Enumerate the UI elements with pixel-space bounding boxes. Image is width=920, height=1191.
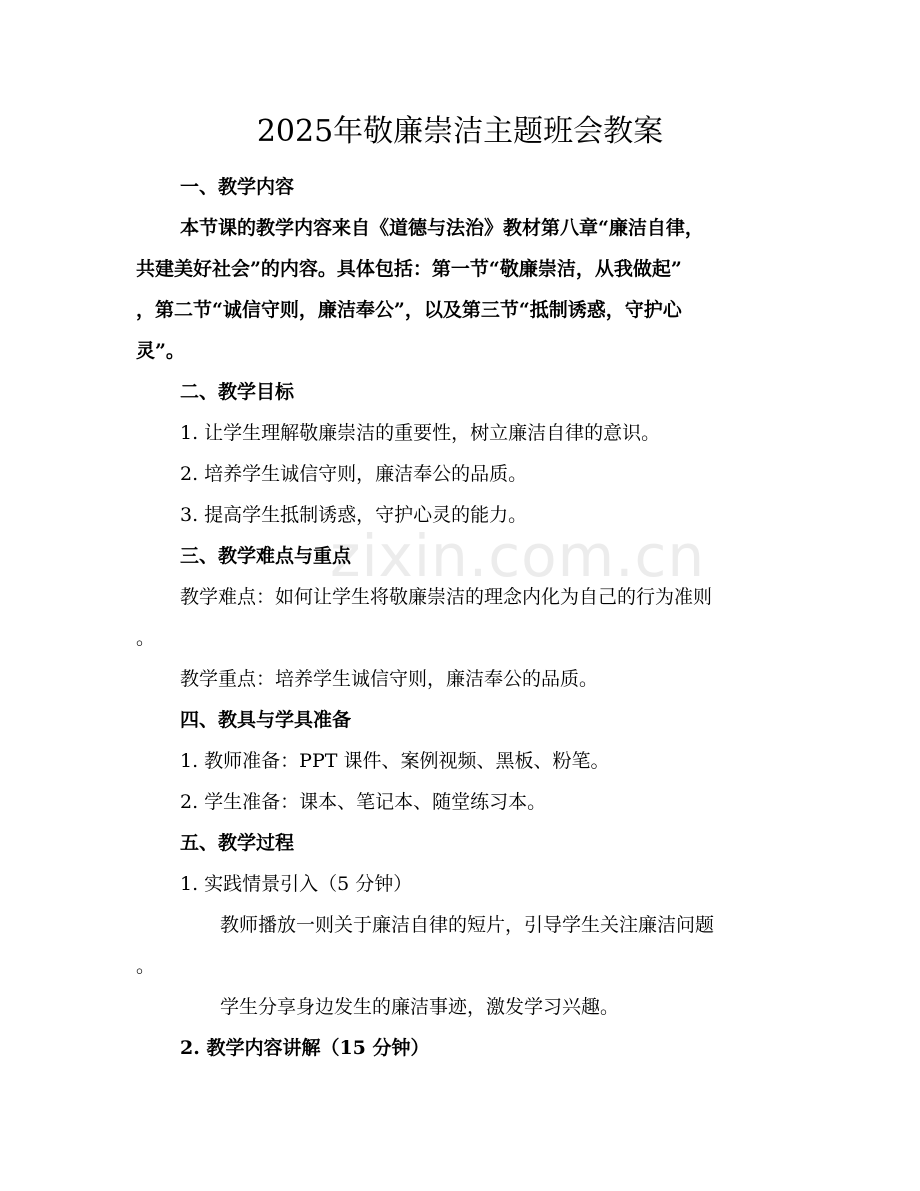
list-item: 2. 教学内容讲解（15 分钟） bbox=[180, 1037, 430, 1059]
paragraph-line: 教师播放一则关于廉洁自律的短片，引导学生关注廉洁问题 bbox=[220, 914, 715, 936]
document-title: 2025年敬廉崇洁主题班会教案 bbox=[256, 114, 664, 149]
list-item: 1. 让学生理解敬廉崇洁的重要性，树立廉洁自律的意识。 bbox=[180, 422, 661, 444]
list-item: 1. 教师准备：PPT 课件、案例视频、黑板、粉笔。 bbox=[180, 750, 610, 772]
paragraph-line: 教学重点：培养学生诚信守则，廉洁奉公的品质。 bbox=[180, 668, 599, 690]
paragraph-line: 。 bbox=[136, 627, 156, 649]
list-item: 1. 实践情景引入（5 分钟） bbox=[180, 873, 413, 895]
section-heading-objectives: 二、教学目标 bbox=[180, 381, 295, 403]
section-heading-process: 五、教学过程 bbox=[180, 832, 295, 854]
paragraph-line: 教学难点：如何让学生将敬廉崇洁的理念内化为自己的行为准则 bbox=[180, 586, 713, 608]
paragraph-line: 共建美好社会”的内容。具体包括：第一节“敬廉崇洁，从我做起” bbox=[136, 258, 682, 280]
paragraph-line: 本节课的教学内容来自《道德与法治》教材第八章“廉洁自律， bbox=[180, 217, 704, 239]
list-item: 2. 培养学生诚信守则，廉洁奉公的品质。 bbox=[180, 463, 528, 485]
watermark: zixin.com.cn bbox=[330, 522, 706, 590]
paragraph-line: 灵”。 bbox=[136, 340, 185, 362]
section-heading-tools: 四、教具与学具准备 bbox=[180, 709, 352, 731]
paragraph-line: ，第二节“诚信守则，廉洁奉公”，以及第三节“抵制诱惑，守护心 bbox=[136, 299, 682, 321]
section-heading-content: 一、教学内容 bbox=[180, 176, 295, 198]
section-heading-difficulties: 三、教学难点与重点 bbox=[180, 545, 352, 567]
paragraph-line: 。 bbox=[136, 955, 156, 977]
list-item: 2. 学生准备：课本、笔记本、随堂练习本。 bbox=[180, 791, 547, 813]
paragraph-line: 学生分享身边发生的廉洁事迹，激发学习兴趣。 bbox=[220, 996, 620, 1018]
list-item: 3. 提高学生抵制诱惑，守护心灵的能力。 bbox=[180, 504, 528, 526]
